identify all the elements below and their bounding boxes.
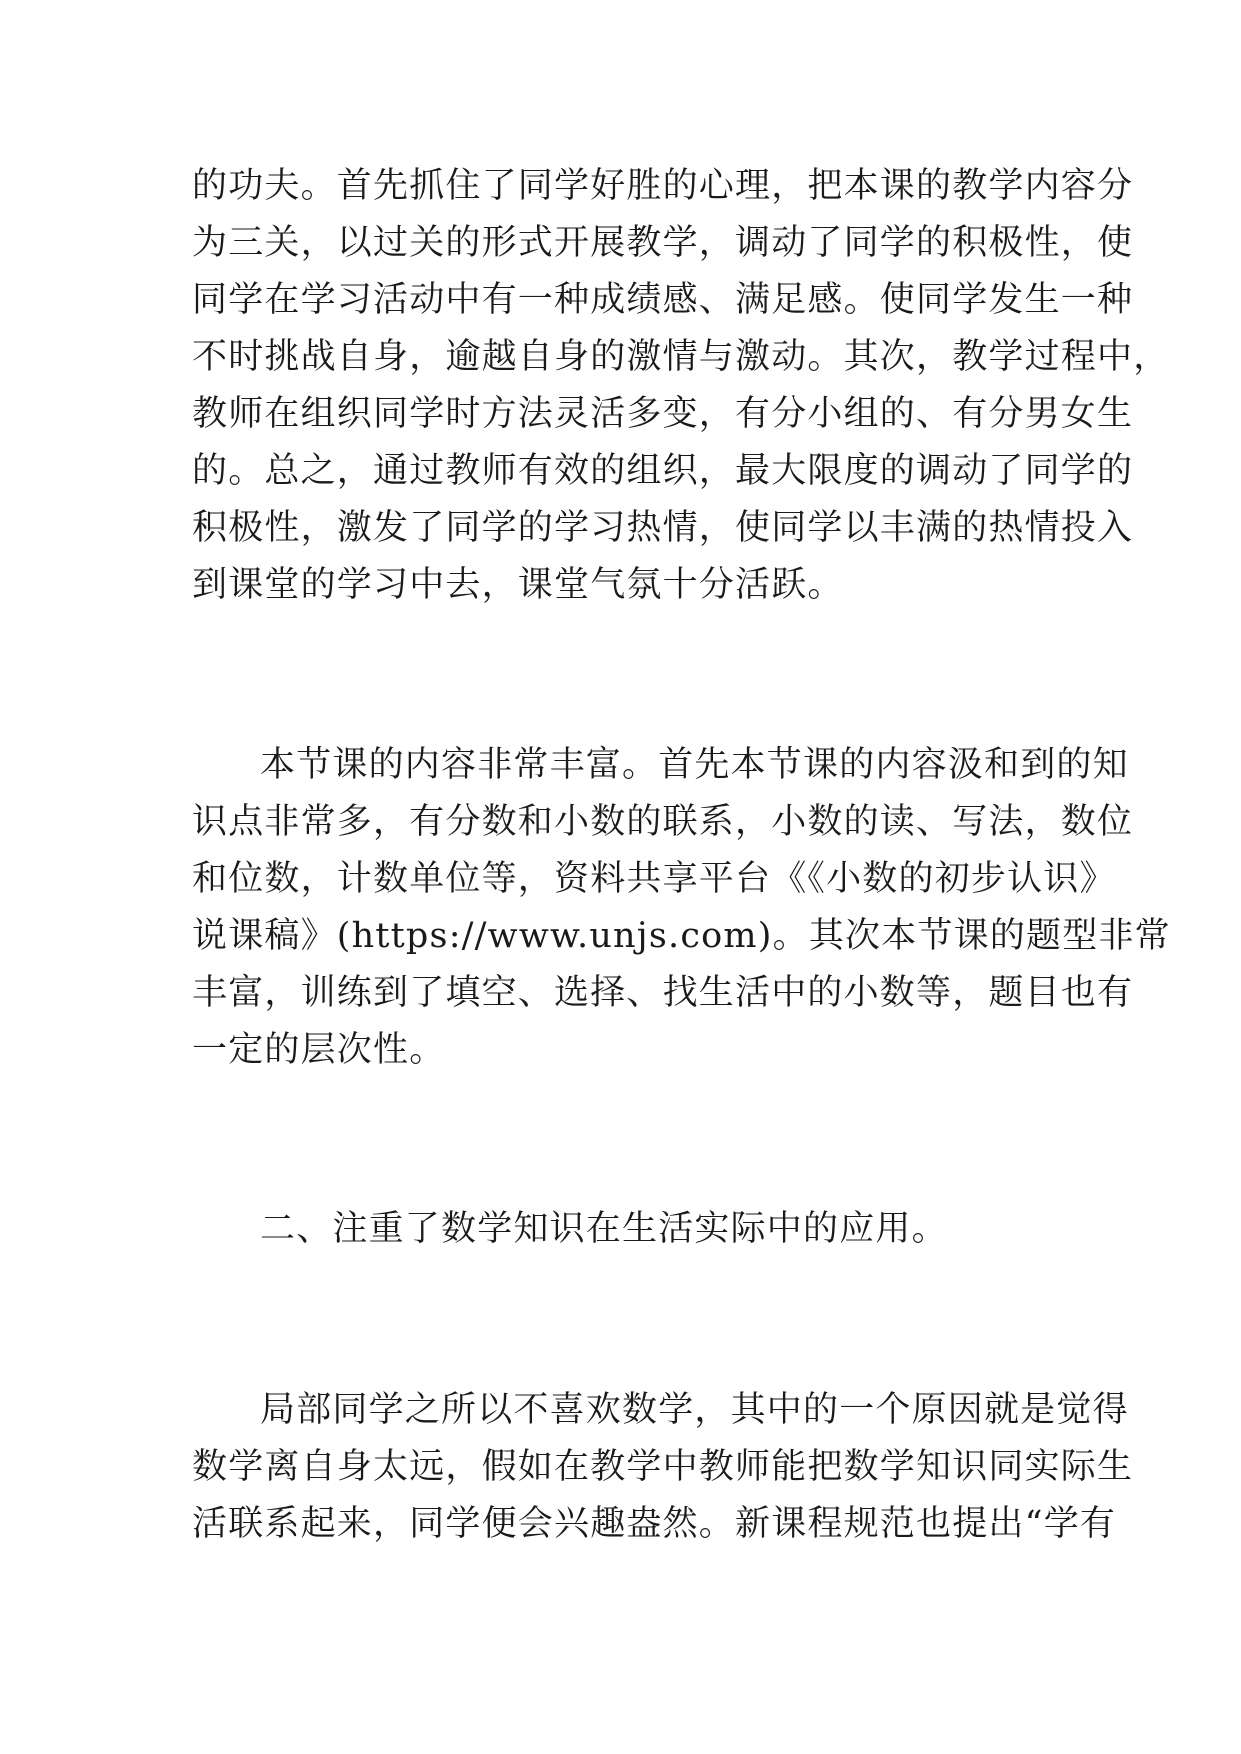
paragraph-line: 说课稿》(https://www.unjs.com)。其次本节课的题型非常 bbox=[192, 916, 1171, 956]
paragraph-line: 同学在学习活动中有一种成绩感、满足感。使同学发生一种 bbox=[192, 280, 1134, 320]
paragraph-line: 本节课的内容非常丰富。首先本节课的内容汲和到的知 bbox=[260, 745, 1129, 785]
paragraph-line: 的功夫。首先抓住了同学好胜的心理，把本课的教学内容分 bbox=[192, 166, 1134, 206]
paragraph-line: 一定的层次性。 bbox=[192, 1030, 446, 1070]
section-heading: 二、注重了数学知识在生活实际中的应用。 bbox=[260, 1209, 948, 1249]
paragraph-line: 和位数，计数单位等，资料共享平台《《小数的初步认识》 bbox=[192, 859, 1116, 899]
paragraph-line: 的。总之，通过教师有效的组织，最大限度的调动了同学的 bbox=[192, 451, 1134, 491]
paragraph-line: 数学离自身太远，假如在教学中教师能把数学知识同实际生 bbox=[192, 1447, 1134, 1487]
paragraph-line: 丰富，训练到了填空、选择、找生活中的小数等，题目也有 bbox=[192, 973, 1134, 1013]
paragraph-line: 不时挑战自身，逾越自身的激情与激动。其次，教学过程中， bbox=[192, 337, 1170, 377]
paragraph-line: 识点非常多，有分数和小数的联系，小数的读、写法，数位 bbox=[192, 802, 1134, 842]
paragraph-line: 到课堂的学习中去，课堂气氛十分活跃。 bbox=[192, 565, 844, 605]
paragraph-line: 为三关，以过关的形式开展教学，调动了同学的积极性，使 bbox=[192, 223, 1134, 263]
paragraph-line: 教师在组织同学时方法灵活多变，有分小组的、有分男女生 bbox=[192, 394, 1134, 434]
paragraph-line: 局部同学之所以不喜欢数学，其中的一个原因就是觉得 bbox=[260, 1390, 1129, 1430]
paragraph-line: 积极性，激发了同学的学习热情，使同学以丰满的热情投入 bbox=[192, 508, 1134, 548]
paragraph-line: 活联系起来，同学便会兴趣盎然。新课程规范也提出“学有 bbox=[192, 1504, 1117, 1544]
